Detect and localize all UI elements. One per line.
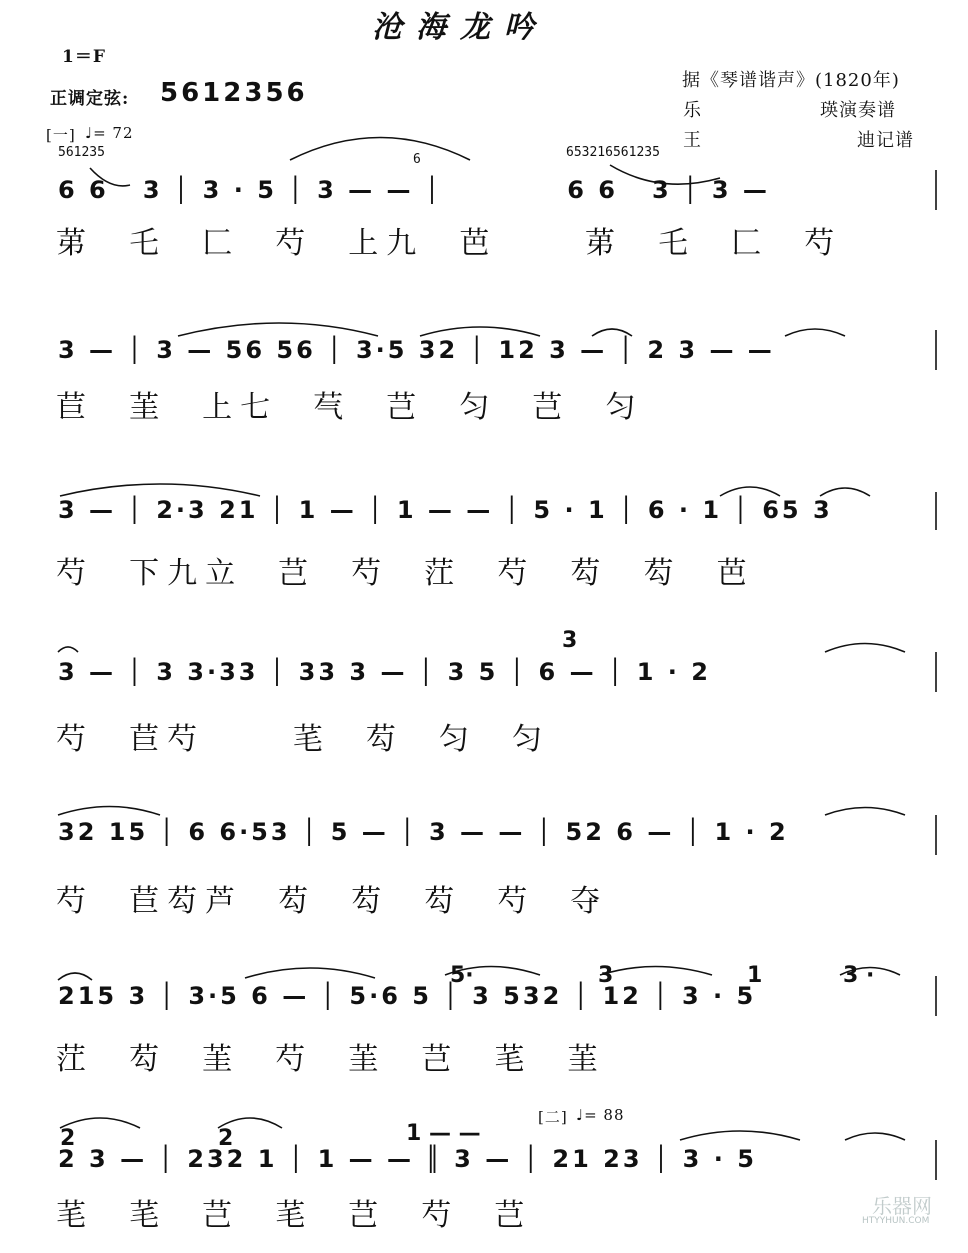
transcriber-surname: 王	[683, 130, 702, 151]
slur	[680, 1131, 800, 1140]
slur	[218, 1118, 282, 1128]
performer-credit: 瑛演奏谱	[820, 100, 896, 121]
tablature-line-4: 芍 苣芍 芼 芶 匀 匀	[56, 722, 550, 757]
notation-line-5: 32 15 │ 6 6·53 │ 5 — │ 3 — — │ 52 6 — │ 1 · 2	[58, 818, 789, 846]
slur	[60, 1118, 140, 1128]
transcriber-credit: 迪记谱	[857, 130, 914, 151]
slur	[820, 488, 870, 496]
slur	[290, 138, 470, 161]
performer-surname: 乐	[683, 100, 702, 121]
section-two-tempo: ♩= 88	[576, 1106, 625, 1124]
slur	[90, 168, 130, 186]
slur	[720, 487, 780, 496]
slur	[825, 644, 905, 653]
slur-arcs	[58, 138, 905, 1141]
piece-title: 沧海龙吟	[372, 10, 548, 45]
slur	[785, 329, 845, 336]
stacked-note: 3	[598, 963, 614, 988]
slur	[610, 165, 720, 184]
stacked-note: 2	[60, 1126, 76, 1151]
tablature-line-1: 苐 乇 匚 芍 上九 芭 苐 乇 匚 芍	[56, 226, 843, 261]
tablature-line-6: 茳 芶 茥 芍 茥 芑 芼 茥	[56, 1042, 606, 1077]
tablature-line-3: 芍 下九立 芑 芍 茳 芍 芶 芶 芭	[56, 556, 755, 591]
slur	[58, 647, 78, 652]
section-one-tempo: ♩= 72	[85, 124, 134, 142]
section-one-label: [一]	[46, 126, 76, 144]
watermark-logo: 乐器网	[872, 1194, 932, 1218]
slur	[445, 967, 540, 976]
grace-note-3: 6	[413, 152, 421, 167]
stacked-note: 3 ·	[843, 963, 875, 988]
notation-line-2: 3 — │ 3 — 56 56 │ 3·5 32 │ 12 3 — │ 2 3 — —	[58, 336, 775, 364]
stacked-note: 2	[218, 1126, 234, 1151]
slur	[600, 967, 712, 976]
slur	[845, 1133, 905, 1140]
watermark-url: HTYYHUN.COM	[862, 1216, 930, 1226]
notation-line-6: 215 3 │ 3·5 6 — │ 5·6 5 │ 3 532 │ 12 │ 3 · 5	[58, 982, 757, 1010]
notation-line-7: 2 3 — │ 232 1 │ 1 — — ║ 3 — │ 21 23 │ 3 · 5	[58, 1145, 757, 1173]
slur	[420, 327, 540, 336]
stacked-note: 1	[747, 963, 763, 988]
slur	[60, 484, 260, 496]
stacked-note: 1 — —	[406, 1121, 481, 1146]
slur	[840, 968, 900, 976]
stacked-note: 3	[562, 628, 578, 653]
tablature-line-7: 芼 芼 芑 芼 芑 芍 芑	[56, 1198, 533, 1233]
slur	[58, 973, 92, 980]
stacked-note: 5·	[450, 963, 474, 988]
slur	[245, 968, 375, 978]
grace-notes-1: 561235	[58, 145, 105, 160]
tuning-notes: 5612356	[160, 78, 308, 108]
tablature-line-2: 苣 茥 上七 芞 芑 匀 芑 匀	[56, 390, 644, 425]
tablature-line-5: 芍 苣芶芦 芶 芶 芶 芍 夺	[56, 884, 609, 919]
section-two-label: [二]	[538, 1108, 568, 1126]
tuning-label: 正调定弦:	[50, 89, 130, 109]
slur	[58, 807, 160, 816]
grace-notes-2: 653216561235	[566, 145, 660, 160]
slur	[592, 329, 632, 336]
notation-line-4: 3 — │ 3 3·33 │ 33 3 — │ 3 5 │ 6 — │ 1 · 2	[58, 658, 711, 686]
notation-line-1: 6 6 3 │ 3 · 5 │ 3 — — │ 6 6 3 │ 3 —	[58, 176, 770, 204]
slur	[178, 323, 378, 336]
slur	[825, 808, 905, 816]
source-credit: 据《琴谱谐声》(1820年)	[682, 70, 900, 91]
notation-line-3: 3 — │ 2·3 21 │ 1 — │ 1 — — │ 5 · 1 │ 6 · 1 │ 65 3	[58, 496, 833, 524]
key-signature: 1＝F	[62, 47, 106, 67]
